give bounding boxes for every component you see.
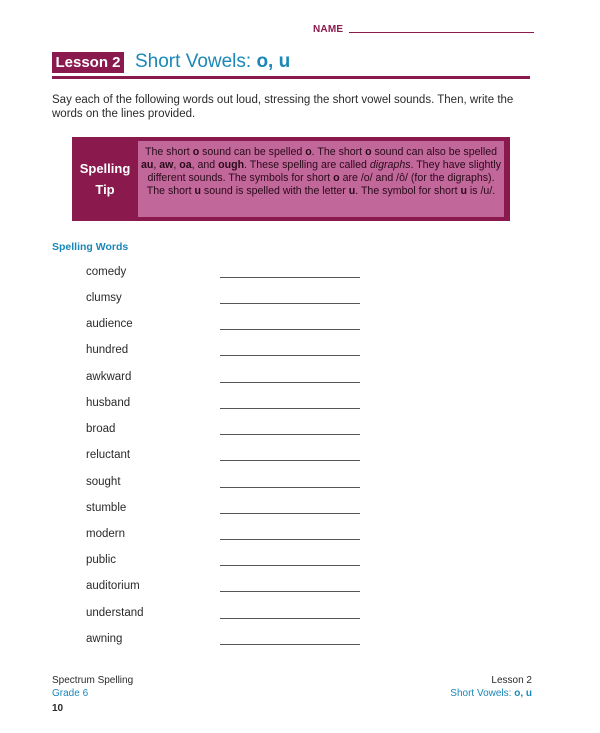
tip-text: sound is spelled with the letter (200, 185, 349, 197)
instructions: Say each of the following words out loud, stressing the short vowel sounds. Then, write the words on the lines provided. (52, 94, 514, 120)
spelling-tip-label (72, 137, 138, 221)
tip-label-line2: Tip (95, 182, 115, 197)
write-line[interactable] (220, 303, 360, 304)
word-row (86, 528, 386, 548)
tip-text: The short (144, 146, 193, 158)
footer-left (52, 674, 133, 715)
page-number: 10 (52, 703, 64, 714)
word-row (86, 371, 386, 391)
footer-lesson: Lesson 2 (491, 675, 532, 686)
write-line[interactable] (220, 355, 360, 356)
spelling-words-heading: Spelling Words (52, 241, 129, 253)
spelling-word: modern (86, 528, 125, 540)
footer-subtitle-letters: o, u (514, 688, 532, 699)
write-line[interactable] (220, 539, 360, 540)
tip-bold: u (194, 185, 201, 197)
write-line[interactable] (220, 277, 360, 278)
lesson-badge: Lesson 2 (52, 52, 124, 73)
spelling-word: public (86, 554, 117, 566)
write-line[interactable] (220, 513, 360, 514)
word-row (86, 449, 386, 469)
name-field (313, 24, 534, 35)
tip-bold: o (192, 146, 200, 158)
tip-text: , (153, 159, 160, 171)
write-line[interactable] (220, 329, 360, 330)
lesson-title-letters: o, u (256, 51, 291, 72)
footer-grade: Grade 6 (52, 688, 89, 699)
tip-bold: u (460, 185, 467, 197)
write-line[interactable] (220, 382, 360, 383)
word-row (86, 423, 386, 443)
spelling-word: comedy (86, 266, 127, 278)
lesson-title-prefix: Short Vowels: (135, 51, 252, 72)
tip-bold: ough (218, 159, 245, 171)
word-row (86, 607, 386, 627)
write-line[interactable] (220, 408, 360, 409)
tip-text: , and (191, 159, 219, 171)
word-row (86, 318, 386, 338)
word-row (86, 344, 386, 364)
footer-book-title: Spectrum Spelling (52, 675, 134, 686)
tip-text: . These spelling are called (244, 159, 370, 171)
spelling-word: husband (86, 397, 131, 409)
word-row (86, 292, 386, 312)
write-line[interactable] (220, 644, 360, 645)
write-line[interactable] (220, 591, 360, 592)
tip-text: are /o/ and /ô/ (for the digraphs). The short (146, 172, 495, 197)
spelling-word: audience (86, 318, 133, 330)
tip-text: is /u/. (466, 185, 496, 197)
tip-bold: u (348, 185, 356, 197)
word-row (86, 397, 386, 417)
tip-text: sound can also be spelled (371, 146, 497, 158)
header-rule (52, 76, 530, 79)
spelling-word: sought (86, 476, 121, 488)
spelling-word: auditorium (86, 580, 140, 592)
tip-bold: oa (179, 159, 192, 171)
spelling-word: broad (86, 423, 116, 435)
spelling-tip-text (140, 146, 502, 198)
word-row (86, 554, 386, 574)
tip-bold: o (365, 146, 372, 158)
spelling-word: awkward (86, 371, 132, 383)
word-row (86, 580, 386, 600)
spelling-word: awning (86, 633, 123, 645)
write-line[interactable] (220, 487, 360, 488)
tip-text: . The short (311, 146, 366, 158)
footer-subtitle-prefix: Short Vowels: (450, 688, 512, 699)
tip-text: sound can be spelled (199, 146, 306, 158)
write-line[interactable] (220, 618, 360, 619)
word-row (86, 266, 386, 286)
tip-bold: aw (159, 159, 174, 171)
spelling-word: reluctant (86, 449, 131, 461)
footer-right (450, 674, 532, 700)
lesson-title (135, 50, 290, 74)
write-line[interactable] (220, 565, 360, 566)
name-label: NAME (313, 24, 344, 35)
tip-bold: o (333, 172, 340, 184)
tip-italic: digraphs (369, 159, 411, 171)
word-row (86, 633, 386, 653)
tip-label-line1: Spelling (79, 161, 131, 176)
spelling-word: stumble (86, 502, 127, 514)
tip-bold: o (305, 146, 312, 158)
write-line[interactable] (220, 460, 360, 461)
write-line[interactable] (220, 434, 360, 435)
name-write-line (349, 32, 534, 33)
spelling-word: clumsy (86, 292, 122, 304)
spelling-word: hundred (86, 344, 129, 356)
tip-text: . They have slightly different sounds. The symbols for short (147, 159, 502, 184)
footer-subtitle (450, 687, 532, 700)
tip-text: , (173, 159, 180, 171)
tip-text: . The symbol for short (355, 185, 461, 197)
word-row (86, 502, 386, 522)
spelling-word: understand (86, 607, 144, 619)
word-row (86, 476, 386, 496)
tip-bold: au (140, 159, 154, 171)
